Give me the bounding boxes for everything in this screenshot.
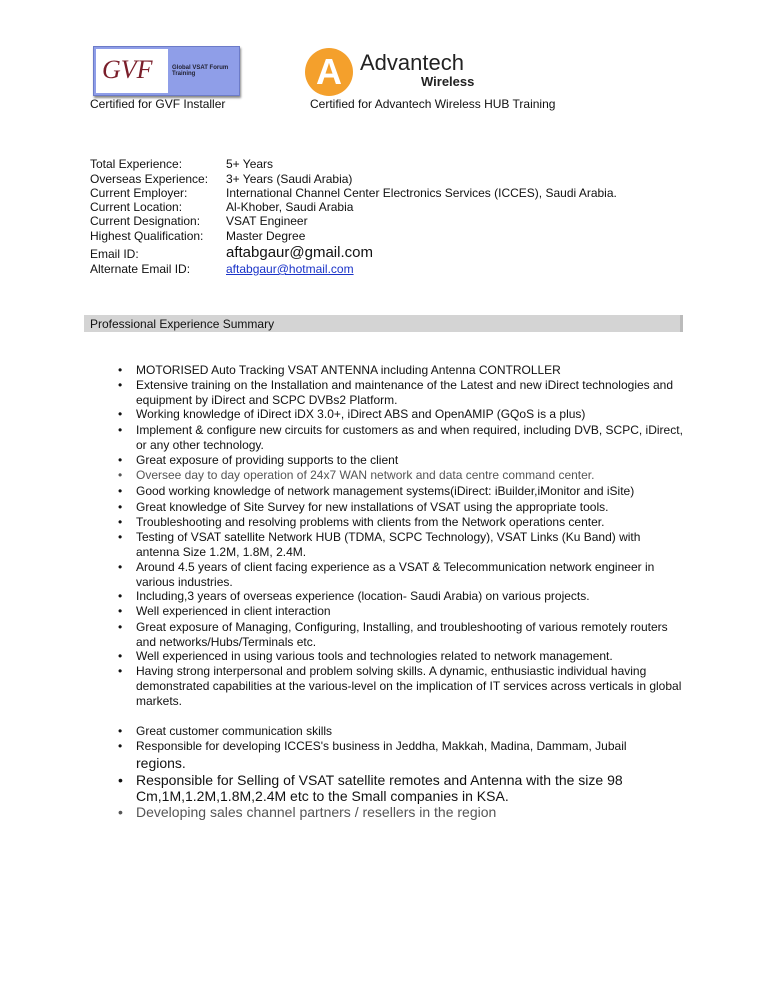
info-value: International Channel Center Electronics Services (ICCES), Saudi Arabia. <box>226 186 617 200</box>
info-label: Current Location: <box>90 200 183 214</box>
advantech-logo-name: Advantech <box>360 50 464 75</box>
gvf-logo-mark: GVF <box>102 55 153 84</box>
advantech-logo-sub: Wireless <box>421 74 475 89</box>
bullet-icon: • <box>118 620 123 634</box>
info-label: Total Experience: <box>90 157 183 171</box>
bullet-icon: • <box>118 772 123 788</box>
list-item-text: Implement & configure new circuits for customers as and when required, including DVB, SCPC, iDirect, or any other technology. <box>136 423 683 452</box>
gvf-logo-caption: Global VSAT Forum Training <box>172 65 229 77</box>
list-item-text: Good working knowledge of network management systems(iDirect: iBuilder,iMonitor and iSite) <box>136 484 635 498</box>
bullet-icon: • <box>118 378 123 392</box>
info-label: Overseas Experience: <box>90 172 209 186</box>
info-label: Highest Qualification: <box>90 229 204 243</box>
list-item-text: Great exposure of Managing, Configuring, Installing, and troubleshooting of various remotely routers and networks/Hubs/Terminals etc. <box>136 620 668 649</box>
list-item-text: MOTORISED Auto Tracking VSAT ANTENNA including Antenna CONTROLLER <box>136 363 561 377</box>
list-item-text: Oversee day to day operation of 24x7 WAN network and data centre command center. <box>136 468 595 482</box>
bullet-icon: • <box>118 664 123 678</box>
info-label: Email ID: <box>90 247 139 261</box>
bullet-icon: • <box>118 604 123 618</box>
section-header <box>84 315 683 332</box>
info-value: 5+ Years <box>226 157 274 171</box>
list-item-continuation: regions. <box>136 755 186 771</box>
bullet-icon: • <box>118 453 123 467</box>
email-value[interactable]: aftabgaur@gmail.com <box>226 244 373 261</box>
bullet-icon: • <box>118 724 123 738</box>
list-item-text: Responsible for developing ICCES's business in Jeddha, Makkah, Madina, Dammam, Jubail <box>136 739 627 753</box>
bullet-icon: • <box>118 530 123 544</box>
bullet-icon: • <box>118 515 123 529</box>
list-item-text: Testing of VSAT satellite Network HUB (TDMA, SCPC Technology), VSAT Links (Ku Band) with antenna Size 1.2M, 1.8M, 2.4M. <box>136 530 641 559</box>
bullet-icon: • <box>118 649 123 663</box>
bullet-icon: • <box>118 423 123 437</box>
bullet-icon: • <box>118 500 123 514</box>
info-label: Current Designation: <box>90 214 201 228</box>
section-title: Professional Experience Summary <box>90 317 275 331</box>
list-item-text: Great customer communication skills <box>136 724 333 738</box>
bullet-icon: • <box>118 589 123 603</box>
cert-gvf: Certified for GVF Installer <box>90 97 226 111</box>
info-value: 3+ Years (Saudi Arabia) <box>226 172 353 186</box>
list-item-text: Having strong interpersonal and problem solving skills. A dynamic, enthusiastic individual having demonstrated capabilities at the various-level on the implication of IT services across verticals in global markets. <box>136 664 682 708</box>
list-item-text: Developing sales channel partners / resellers in the region <box>136 804 497 820</box>
gvf-logo <box>93 46 240 96</box>
bullet-icon: • <box>118 484 123 498</box>
list-item-text: Including,3 years of overseas experience (location- Saudi Arabia) on various projects. <box>136 589 590 603</box>
info-value: Master Degree <box>226 229 306 243</box>
alternate-email-link[interactable]: aftabgaur@hotmail.com <box>226 262 354 276</box>
list-item-text: Working knowledge of iDirect iDX 3.0+, iDirect ABS and OpenAMIP (GQoS is a plus) <box>136 407 586 421</box>
bullet-icon: • <box>118 468 123 482</box>
info-label: Alternate Email ID: <box>90 262 191 276</box>
bullet-icon: • <box>118 804 123 820</box>
list-item-text: Troubleshooting and resolving problems with clients from the Network operations center. <box>136 515 605 529</box>
bullet-icon: • <box>118 739 123 753</box>
advantech-logo-icon: A <box>305 48 353 96</box>
list-item-text: Responsible for Selling of VSAT satellite remotes and Antenna with the size 98 Cm,1M,1.2M,1.8M,2.4M etc to the Small companies in KSA. <box>136 772 623 804</box>
list-item-text: Great exposure of providing supports to the client <box>136 453 399 467</box>
bullet-icon: • <box>118 560 123 574</box>
cert-advantech: Certified for Advantech Wireless HUB Training <box>310 97 556 111</box>
list-item-text: Well experienced in using various tools and technologies related to network management. <box>136 649 613 663</box>
list-item-text: Great knowledge of Site Survey for new installations of VSAT using the appropriate tools. <box>136 500 609 514</box>
bullet-icon: • <box>118 407 123 421</box>
bullet-icon: • <box>118 363 123 377</box>
list-item-text: Extensive training on the Installation and maintenance of the Latest and new iDirect technologies and equipment by iDirect and SCPC DVBs2 Platform. <box>136 378 674 407</box>
info-value: Al-Khober, Saudi Arabia <box>226 200 354 214</box>
list-item-text: Around 4.5 years of client facing experience as a VSAT & Telecommunication network engineer in various industries. <box>136 560 655 589</box>
info-value: VSAT Engineer <box>226 214 308 228</box>
list-item-text: Well experienced in client interaction <box>136 604 331 618</box>
info-label: Current Employer: <box>90 186 188 200</box>
